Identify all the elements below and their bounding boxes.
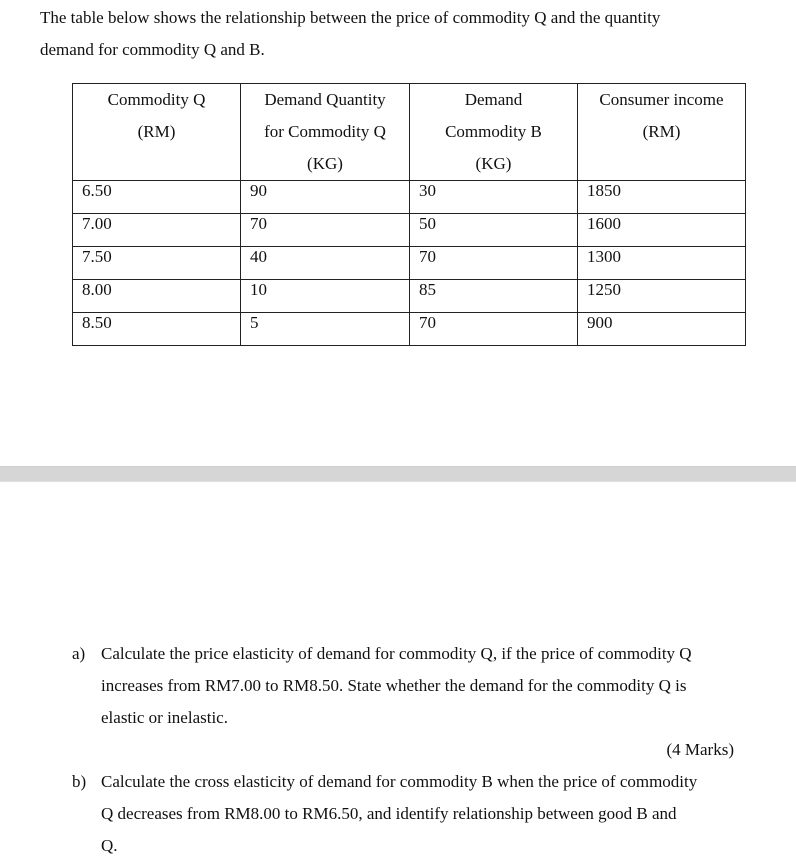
demand-table	[72, 83, 746, 346]
cell-demand-q: 70	[241, 214, 410, 247]
table-row	[73, 181, 746, 214]
question-b-line-1: Calculate the cross elasticity of demand for commodity B when the price of commodity	[101, 772, 698, 791]
question-b-text	[101, 766, 752, 862]
question-a-text	[101, 638, 752, 734]
cell-demand-b: 70	[410, 247, 578, 280]
page-lower	[0, 482, 796, 865]
cell-demand-b: 85	[410, 280, 578, 313]
question-a-letter: a)	[72, 644, 86, 663]
header-commodity-q-price: Commodity Q (RM)	[73, 84, 241, 181]
cell-demand-b: 70	[410, 313, 578, 346]
question-a-line-3: elastic or inelastic.	[101, 708, 228, 727]
cell-income: 1850	[578, 181, 746, 214]
header-consumer-income: Consumer income (RM)	[578, 84, 746, 181]
table-header-row	[73, 84, 746, 181]
cell-price-q: 7.50	[73, 247, 241, 280]
intro-line-2: demand for commodity Q and B.	[40, 40, 265, 59]
cell-income: 1300	[578, 247, 746, 280]
cell-price-q: 7.00	[73, 214, 241, 247]
table-row	[73, 280, 746, 313]
question-b-letter: b)	[72, 772, 87, 791]
cell-demand-q: 10	[241, 280, 410, 313]
cell-price-q: 8.50	[73, 313, 241, 346]
question-a-line-1: Calculate the price elasticity of demand for commodity Q, if the price of commodity Q	[101, 644, 692, 663]
question-a-marks: (4 Marks)	[666, 740, 734, 759]
cell-income: 1600	[578, 214, 746, 247]
table-row	[73, 247, 746, 280]
question-b	[72, 766, 752, 862]
intro-paragraph	[40, 2, 760, 66]
cell-demand-q: 40	[241, 247, 410, 280]
question-a	[72, 638, 752, 734]
table-row	[73, 313, 746, 346]
header-demand-quantity-q: Demand Quantity for Commodity Q (KG)	[241, 84, 410, 181]
header-demand-commodity-b: Demand Commodity B (KG)	[410, 84, 578, 181]
cell-price-q: 8.00	[73, 280, 241, 313]
page-break-divider	[0, 466, 796, 482]
question-b-line-3: Q.	[101, 836, 118, 855]
table-row	[73, 214, 746, 247]
question-b-line-2: Q decreases from RM8.00 to RM6.50, and identify relationship between good B and	[101, 804, 677, 823]
cell-demand-b: 30	[410, 181, 578, 214]
intro-line-1: The table below shows the relationship between the price of commodity Q and the quantity	[40, 8, 661, 27]
cell-income: 900	[578, 313, 746, 346]
cell-demand-q: 5	[241, 313, 410, 346]
cell-demand-q: 90	[241, 181, 410, 214]
question-a-line-2: increases from RM7.00 to RM8.50. State whether the demand for the commodity Q is	[101, 676, 687, 695]
cell-price-q: 6.50	[73, 181, 241, 214]
cell-demand-b: 50	[410, 214, 578, 247]
cell-income: 1250	[578, 280, 746, 313]
